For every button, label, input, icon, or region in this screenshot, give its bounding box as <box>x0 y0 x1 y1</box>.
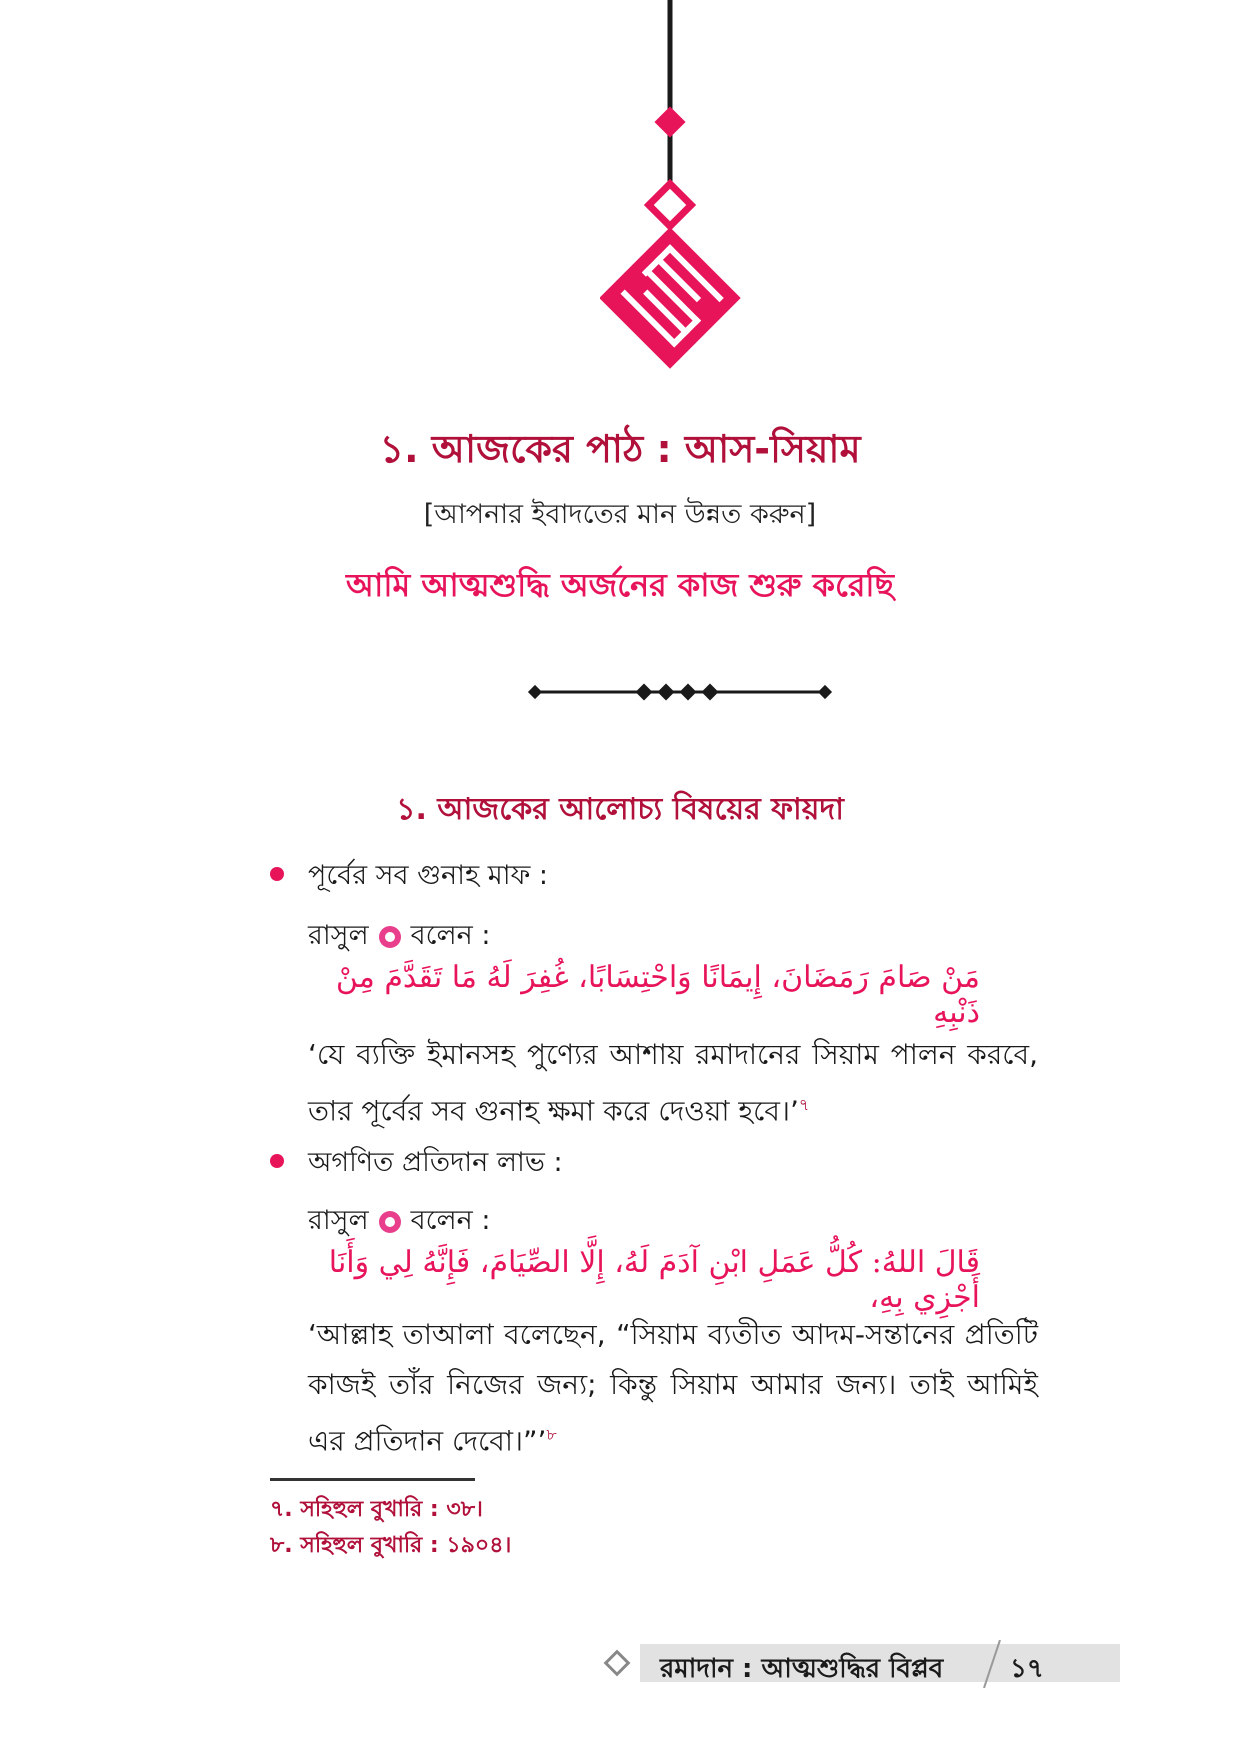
hadith-translation <box>308 1310 1038 1466</box>
footer-slash-icon <box>980 1640 1004 1688</box>
bullet-dot-icon <box>270 1154 284 1168</box>
benefit-item <box>270 1142 1070 1182</box>
said-label: রাসুল <box>308 1205 369 1236</box>
footnote: ৮. সহিহুল বুখারি : ১৯০৪। <box>270 1533 512 1558</box>
footnote-ref: ৭ <box>798 1095 810 1114</box>
benefit-title: অগণিত প্রতিদান লাভ : <box>308 1147 563 1178</box>
translation-text: ‘যে ব্যক্তি ইমানসহ পুণ্যের আশায় রমাদানের সিয়াম পালন করবে, তার পূর্বের সব গুনাহ ক্ষমা করে দেওয়া হবে।’ <box>308 1038 1038 1128</box>
hadith-intro <box>308 915 490 960</box>
arabic-hadith: قَالَ اللهُ: كُلُّ عَمَلِ ابْنِ آدَمَ لَهُ، إِلَّا الصِّيَامَ، فَإِنَّهُ لِي وَأَنَا أَجْزِي بِهِ، <box>328 1245 980 1315</box>
benefit-title: পূর্বের সব গুনাহ মাফ : <box>308 860 548 891</box>
section-heading: ১. আজকের আলোচ্য বিষয়ের ফায়দা <box>396 792 844 827</box>
said-suffix: বলেন : <box>410 1205 491 1236</box>
benefit-item <box>270 855 1070 895</box>
pbuh-icon <box>379 1211 401 1233</box>
book-title: রমাদান : আত্মশুদ্ধির বিপ্লব <box>660 1654 944 1684</box>
chapter-tagline: আমি আত্মশুদ্ধি অর্জনের কাজ শুরু করেছি <box>346 566 894 604</box>
chapter-subtitle: [আপনার ইবাদতের মান উন্নত করুন] <box>423 499 817 530</box>
calligraphy-ornament <box>600 0 760 380</box>
page-footer <box>600 1640 1130 1690</box>
footnote-rule <box>270 1478 475 1481</box>
footnote: ৭. সহিহুল বুখারি : ৩৮। <box>270 1497 483 1522</box>
footer-ornament-icon <box>600 1646 634 1680</box>
hadith-translation <box>308 1030 1038 1136</box>
page-number: ১৭ <box>1010 1654 1044 1684</box>
translation-text: ‘আল্লাহ তাআলা বলেছেন, “সিয়াম ব্যতীত আদম-সন্তানের প্রতিটি কাজই তাঁর নিজের জন্য; কিন্তু সিয়াম আমার জন্য। তাই আমিই এর প্রতিদান দেবো।”’ <box>308 1318 1038 1458</box>
footnote-ref: ৮ <box>546 1425 557 1444</box>
said-label: রাসুল <box>308 920 369 951</box>
said-suffix: বলেন : <box>410 920 491 951</box>
arabic-hadith: مَنْ صَامَ رَمَضَانَ، إِيمَانًا وَاحْتِسَابًا، غُفِرَ لَهُ مَا تَقَدَّمَ مِنْ ذَنْبِهِ <box>335 960 980 1030</box>
hadith-intro <box>308 1200 490 1245</box>
chapter-title: ১. আজকের পাঠ : আস-সিয়াম <box>379 427 861 471</box>
bullet-dot-icon <box>270 867 284 881</box>
pbuh-icon <box>379 926 401 948</box>
ornamental-divider <box>520 680 840 704</box>
